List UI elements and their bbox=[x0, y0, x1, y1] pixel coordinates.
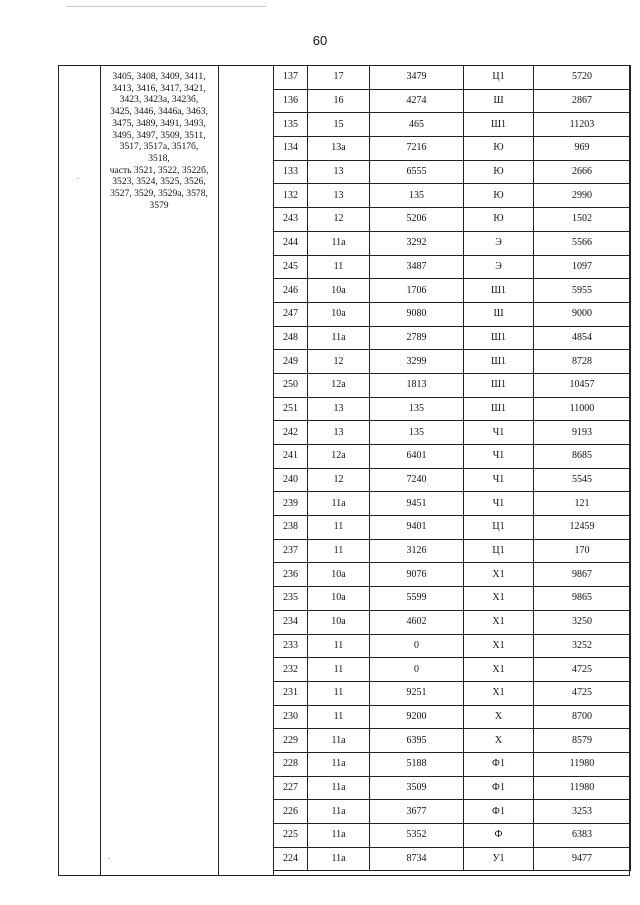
row-floors: 11а bbox=[308, 824, 370, 848]
row-amount: 3252 bbox=[534, 634, 631, 658]
row-code: У1 bbox=[464, 847, 534, 871]
row-point-number: 237 bbox=[274, 539, 308, 563]
scan-artifact bbox=[77, 178, 79, 179]
row-amount: 3250 bbox=[534, 610, 631, 634]
table-row bbox=[274, 160, 631, 184]
row-point-number: 236 bbox=[274, 563, 308, 587]
row-value: 0 bbox=[370, 634, 464, 658]
table-row bbox=[274, 824, 631, 848]
table-row bbox=[274, 373, 631, 397]
row-amount: 6383 bbox=[534, 824, 631, 848]
row-value: 9080 bbox=[370, 302, 464, 326]
row-value: 9451 bbox=[370, 492, 464, 516]
row-value: 3126 bbox=[370, 539, 464, 563]
row-value: 3299 bbox=[370, 350, 464, 374]
table-row bbox=[274, 776, 631, 800]
address-line: 3495, 3497, 3509, 3511, bbox=[112, 129, 206, 141]
row-floors: 13 bbox=[308, 160, 370, 184]
table-row bbox=[274, 658, 631, 682]
address-line: 3523, 3524, 3525, 3526, bbox=[112, 176, 206, 188]
table-row bbox=[274, 137, 631, 161]
row-point-number: 243 bbox=[274, 208, 308, 232]
row-floors: 13а bbox=[308, 137, 370, 161]
table-row bbox=[274, 89, 631, 113]
table-row bbox=[274, 255, 631, 279]
row-floors: 12а bbox=[308, 373, 370, 397]
table-row bbox=[274, 468, 631, 492]
address-list-cell bbox=[100, 71, 218, 211]
row-code: Х1 bbox=[464, 563, 534, 587]
row-amount: 10457 bbox=[534, 373, 631, 397]
row-floors: 11 bbox=[308, 516, 370, 540]
row-point-number: 251 bbox=[274, 397, 308, 421]
row-code: Ш1 bbox=[464, 373, 534, 397]
row-point-number: 241 bbox=[274, 445, 308, 469]
row-value: 5599 bbox=[370, 587, 464, 611]
row-amount: 170 bbox=[534, 539, 631, 563]
row-point-number: 233 bbox=[274, 634, 308, 658]
row-point-number: 247 bbox=[274, 302, 308, 326]
row-code: Ч1 bbox=[464, 445, 534, 469]
table-row bbox=[274, 800, 631, 824]
table-row bbox=[274, 231, 631, 255]
row-amount: 8579 bbox=[534, 729, 631, 753]
table-row bbox=[274, 279, 631, 303]
row-point-number: 246 bbox=[274, 279, 308, 303]
row-value: 6555 bbox=[370, 160, 464, 184]
row-code: Ц1 bbox=[464, 66, 534, 90]
table-row bbox=[274, 445, 631, 469]
address-line: 3527, 3529, 3529а, 3578, bbox=[110, 188, 208, 200]
row-amount: 1097 bbox=[534, 255, 631, 279]
row-value: 8734 bbox=[370, 847, 464, 871]
table-row bbox=[274, 397, 631, 421]
row-point-number: 240 bbox=[274, 468, 308, 492]
row-code: Э bbox=[464, 255, 534, 279]
row-code: Ю bbox=[464, 184, 534, 208]
row-amount: 9865 bbox=[534, 587, 631, 611]
row-point-number: 235 bbox=[274, 587, 308, 611]
row-value: 7240 bbox=[370, 468, 464, 492]
row-code: Ш bbox=[464, 89, 534, 113]
table-row bbox=[274, 634, 631, 658]
row-amount: 8700 bbox=[534, 705, 631, 729]
table-row bbox=[274, 729, 631, 753]
row-floors: 11 bbox=[308, 539, 370, 563]
row-value: 5206 bbox=[370, 208, 464, 232]
row-code: Х1 bbox=[464, 658, 534, 682]
table-row bbox=[274, 610, 631, 634]
row-floors: 10а bbox=[308, 302, 370, 326]
row-value: 465 bbox=[370, 113, 464, 137]
row-floors: 11 bbox=[308, 681, 370, 705]
row-amount: 4725 bbox=[534, 681, 631, 705]
row-floors: 11а bbox=[308, 492, 370, 516]
row-value: 1706 bbox=[370, 279, 464, 303]
address-line: 3579 bbox=[149, 199, 169, 211]
row-code: Э bbox=[464, 231, 534, 255]
row-value: 135 bbox=[370, 184, 464, 208]
page-number: 60 bbox=[312, 33, 328, 48]
row-floors: 11а bbox=[308, 729, 370, 753]
row-amount: 2867 bbox=[534, 89, 631, 113]
row-floors: 12 bbox=[308, 468, 370, 492]
row-floors: 11 bbox=[308, 705, 370, 729]
row-amount: 3253 bbox=[534, 800, 631, 824]
row-value: 4274 bbox=[370, 89, 464, 113]
table-row bbox=[274, 492, 631, 516]
row-value: 1813 bbox=[370, 373, 464, 397]
row-point-number: 227 bbox=[274, 776, 308, 800]
row-point-number: 245 bbox=[274, 255, 308, 279]
table-row bbox=[274, 184, 631, 208]
table-row bbox=[274, 326, 631, 350]
table-row bbox=[274, 302, 631, 326]
row-code: Х bbox=[464, 705, 534, 729]
row-floors: 15 bbox=[308, 113, 370, 137]
row-code: Ч1 bbox=[464, 468, 534, 492]
table-row bbox=[274, 421, 631, 445]
table-row bbox=[274, 350, 631, 374]
row-floors: 11а bbox=[308, 326, 370, 350]
row-value: 3509 bbox=[370, 776, 464, 800]
row-floors: 12 bbox=[308, 208, 370, 232]
row-value: 9076 bbox=[370, 563, 464, 587]
row-code: Х1 bbox=[464, 634, 534, 658]
row-amount: 121 bbox=[534, 492, 631, 516]
row-amount: 9193 bbox=[534, 421, 631, 445]
table-row bbox=[274, 587, 631, 611]
row-floors: 11а bbox=[308, 776, 370, 800]
row-amount: 5545 bbox=[534, 468, 631, 492]
table-row bbox=[274, 705, 631, 729]
row-floors: 10а bbox=[308, 587, 370, 611]
row-point-number: 135 bbox=[274, 113, 308, 137]
address-line: 3423, 3423а, 3423б, bbox=[119, 94, 199, 106]
address-line: 3518, bbox=[148, 152, 170, 164]
table-row bbox=[274, 847, 631, 871]
row-value: 6401 bbox=[370, 445, 464, 469]
row-point-number: 225 bbox=[274, 824, 308, 848]
row-amount: 11203 bbox=[534, 113, 631, 137]
row-point-number: 132 bbox=[274, 184, 308, 208]
row-value: 5352 bbox=[370, 824, 464, 848]
row-amount: 11000 bbox=[534, 397, 631, 421]
row-value: 9401 bbox=[370, 516, 464, 540]
row-floors: 13 bbox=[308, 184, 370, 208]
row-value: 135 bbox=[370, 397, 464, 421]
scan-artifact bbox=[108, 858, 110, 859]
row-point-number: 244 bbox=[274, 231, 308, 255]
row-amount: 12459 bbox=[534, 516, 631, 540]
row-value: 3292 bbox=[370, 231, 464, 255]
coordinates-table bbox=[273, 65, 631, 871]
row-value: 135 bbox=[370, 421, 464, 445]
row-code: Ю bbox=[464, 137, 534, 161]
row-amount: 11980 bbox=[534, 776, 631, 800]
row-code: Ф bbox=[464, 824, 534, 848]
address-line: 3475, 3489, 3491, 3493, bbox=[112, 117, 206, 129]
row-code: Ш1 bbox=[464, 279, 534, 303]
row-point-number: 234 bbox=[274, 610, 308, 634]
row-floors: 11а bbox=[308, 800, 370, 824]
row-amount: 8728 bbox=[534, 350, 631, 374]
row-value: 7216 bbox=[370, 137, 464, 161]
row-floors: 17 bbox=[308, 66, 370, 90]
address-line: 3517, 3517а, 3517б, bbox=[119, 141, 199, 153]
row-amount: 2666 bbox=[534, 160, 631, 184]
row-point-number: 228 bbox=[274, 752, 308, 776]
row-floors: 11 bbox=[308, 255, 370, 279]
row-floors: 10а bbox=[308, 563, 370, 587]
table-row bbox=[274, 539, 631, 563]
row-amount: 9867 bbox=[534, 563, 631, 587]
row-point-number: 133 bbox=[274, 160, 308, 184]
row-value: 3487 bbox=[370, 255, 464, 279]
table-row bbox=[274, 516, 631, 540]
row-value: 0 bbox=[370, 658, 464, 682]
row-floors: 10а bbox=[308, 610, 370, 634]
row-point-number: 230 bbox=[274, 705, 308, 729]
row-amount: 9477 bbox=[534, 847, 631, 871]
row-code: Ф1 bbox=[464, 800, 534, 824]
row-point-number: 232 bbox=[274, 658, 308, 682]
row-value: 3677 bbox=[370, 800, 464, 824]
row-floors: 11 bbox=[308, 658, 370, 682]
row-code: Ш1 bbox=[464, 326, 534, 350]
row-amount: 5720 bbox=[534, 66, 631, 90]
row-code: Ч1 bbox=[464, 421, 534, 445]
row-floors: 12 bbox=[308, 350, 370, 374]
row-value: 9200 bbox=[370, 705, 464, 729]
row-code: Ш1 bbox=[464, 397, 534, 421]
row-point-number: 239 bbox=[274, 492, 308, 516]
row-value: 6395 bbox=[370, 729, 464, 753]
row-value: 5188 bbox=[370, 752, 464, 776]
table-row bbox=[274, 66, 631, 90]
row-amount: 9000 bbox=[534, 302, 631, 326]
table-row bbox=[274, 681, 631, 705]
column-divider bbox=[218, 65, 219, 876]
row-code: Ю bbox=[464, 160, 534, 184]
row-point-number: 242 bbox=[274, 421, 308, 445]
row-point-number: 134 bbox=[274, 137, 308, 161]
row-code: Ш bbox=[464, 302, 534, 326]
row-code: Х1 bbox=[464, 681, 534, 705]
row-point-number: 136 bbox=[274, 89, 308, 113]
row-code: Ч1 bbox=[464, 492, 534, 516]
row-point-number: 137 bbox=[274, 66, 308, 90]
row-code: Ш1 bbox=[464, 113, 534, 137]
address-line: 3413, 3416, 3417, 3421, bbox=[112, 82, 206, 94]
row-value: 2789 bbox=[370, 326, 464, 350]
table-row bbox=[274, 563, 631, 587]
table-row bbox=[274, 113, 631, 137]
row-point-number: 226 bbox=[274, 800, 308, 824]
row-value: 4602 bbox=[370, 610, 464, 634]
row-code: Ю bbox=[464, 208, 534, 232]
address-line: 3405, 3408, 3409, 3411, bbox=[112, 71, 206, 82]
row-code: Ш1 bbox=[464, 350, 534, 374]
row-code: Ф1 bbox=[464, 752, 534, 776]
row-floors: 11а bbox=[308, 231, 370, 255]
row-code: Х1 bbox=[464, 587, 534, 611]
row-amount: 5955 bbox=[534, 279, 631, 303]
row-point-number: 224 bbox=[274, 847, 308, 871]
row-floors: 16 bbox=[308, 89, 370, 113]
row-floors: 11 bbox=[308, 634, 370, 658]
row-floors: 11а bbox=[308, 847, 370, 871]
row-floors: 13 bbox=[308, 397, 370, 421]
scan-top-rule bbox=[66, 6, 266, 7]
row-amount: 4854 bbox=[534, 326, 631, 350]
address-line: часть 3521, 3522, 3522б, bbox=[109, 164, 209, 176]
row-amount: 11980 bbox=[534, 752, 631, 776]
row-point-number: 238 bbox=[274, 516, 308, 540]
row-code: Ц1 bbox=[464, 516, 534, 540]
row-floors: 10а bbox=[308, 279, 370, 303]
row-code: Х bbox=[464, 729, 534, 753]
row-amount: 969 bbox=[534, 137, 631, 161]
row-floors: 12а bbox=[308, 445, 370, 469]
row-amount: 2990 bbox=[534, 184, 631, 208]
row-value: 3479 bbox=[370, 66, 464, 90]
row-point-number: 231 bbox=[274, 681, 308, 705]
row-value: 9251 bbox=[370, 681, 464, 705]
row-code: Ф1 bbox=[464, 776, 534, 800]
row-amount: 4725 bbox=[534, 658, 631, 682]
table-row bbox=[274, 208, 631, 232]
row-point-number: 229 bbox=[274, 729, 308, 753]
row-point-number: 250 bbox=[274, 373, 308, 397]
table-row bbox=[274, 752, 631, 776]
row-point-number: 248 bbox=[274, 326, 308, 350]
row-amount: 8685 bbox=[534, 445, 631, 469]
row-code: Х1 bbox=[464, 610, 534, 634]
address-line: 3425, 3446, 3446а, 3463, bbox=[110, 106, 208, 118]
row-amount: 1502 bbox=[534, 208, 631, 232]
row-amount: 5566 bbox=[534, 231, 631, 255]
row-code: Ц1 bbox=[464, 539, 534, 563]
row-floors: 13 bbox=[308, 421, 370, 445]
row-point-number: 249 bbox=[274, 350, 308, 374]
row-floors: 11а bbox=[308, 752, 370, 776]
